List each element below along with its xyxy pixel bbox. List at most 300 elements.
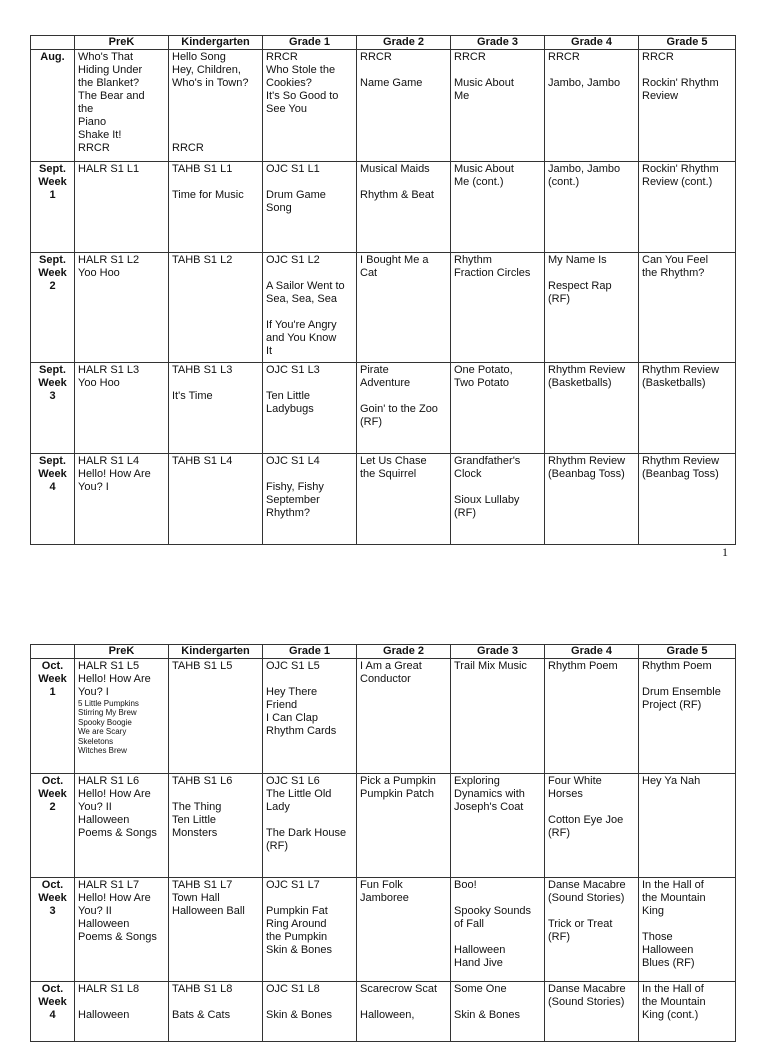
cell-line: RRCR: [266, 51, 298, 63]
cell-line: [266, 892, 353, 905]
cell-line: and You Know: [266, 332, 337, 344]
cell-line: Conductor: [360, 673, 411, 685]
header-corner: [31, 36, 75, 50]
cell-line: Halloween Ball: [172, 905, 245, 917]
cell-line: King: [642, 905, 665, 917]
column-header: Grade 1: [263, 645, 357, 659]
cell-line: OJC S1 L8: [266, 983, 320, 995]
cell-line: Lady: [266, 801, 290, 813]
cell-line: Hey, Children,: [172, 64, 241, 76]
cell-line: [172, 103, 259, 116]
column-header: Kindergarten: [169, 645, 263, 659]
cell-line: Week: [38, 377, 67, 389]
cell-line: (RF): [548, 827, 570, 839]
cell-line: Clock: [454, 468, 482, 480]
cell-line: Dynamics with: [454, 788, 525, 800]
table-row: [31, 982, 736, 1042]
header-row: [31, 645, 736, 659]
table-cell: [357, 363, 451, 454]
cell-line: Blues (RF): [642, 957, 695, 969]
cell-line: You? II: [78, 905, 112, 917]
cell-line: Halloween: [78, 814, 130, 826]
cell-line: Cotton Eye Joe: [548, 814, 624, 826]
cell-line: Some One: [454, 983, 507, 995]
table-cell: [545, 454, 639, 545]
column-header: Grade 2: [357, 36, 451, 50]
cell-line: Oct.: [41, 775, 64, 787]
schedule-table-aug-sept: [30, 35, 736, 545]
cell-line: If You're Angry: [266, 319, 337, 331]
cell-line: Rhythm Cards: [266, 725, 337, 737]
cell-line: Sioux Lullaby: [454, 494, 520, 506]
cell-line: Horses: [548, 788, 583, 800]
cell-line: Grandfather's: [454, 455, 521, 467]
cell-line: September: [266, 494, 320, 506]
cell-line: [642, 918, 732, 931]
cell-line: (RF): [360, 416, 382, 428]
table-cell: [75, 982, 169, 1042]
cell-line: of Fall: [454, 918, 484, 930]
cell-line: [266, 267, 353, 280]
cell-line: The Bear and: [78, 90, 145, 102]
row-header: [31, 878, 75, 982]
cell-line: [642, 64, 732, 77]
table-cell: [75, 162, 169, 253]
cell-line: Yoo Hoo: [78, 267, 120, 279]
cell-line: 4: [49, 481, 56, 493]
schedule-table-oct: [30, 644, 736, 1042]
cell-line: HALR S1 L3: [78, 364, 140, 376]
cell-line: Oct.: [41, 660, 64, 672]
table-cell: [451, 253, 545, 363]
cell-line: HALR S1 L1: [78, 163, 140, 175]
table-row: [31, 162, 736, 253]
column-header: Grade 2: [357, 645, 451, 659]
cell-line: [548, 64, 635, 77]
cell-line: (Basketballs): [642, 377, 706, 389]
table-cell: [75, 253, 169, 363]
cell-line: (RF): [454, 507, 476, 519]
table-cell: [357, 50, 451, 162]
table-cell: [357, 253, 451, 363]
cell-line: Skin & Bones: [454, 1009, 521, 1021]
cell-line: Song: [266, 202, 292, 214]
cell-line: Halloween,: [360, 1009, 415, 1021]
cell-line: The Thing: [172, 801, 222, 813]
cell-line: Who's in Town?: [172, 77, 249, 89]
cell-line: Oct.: [41, 983, 64, 995]
column-header: Grade 5: [639, 645, 736, 659]
column-header: Kindergarten: [169, 36, 263, 50]
cell-line: Musical Maids: [360, 163, 430, 175]
table-cell: [639, 878, 736, 982]
cell-line: HALR S1 L8: [78, 983, 140, 995]
cell-line: Pirate: [360, 364, 389, 376]
cell-line: It's So Good to: [266, 90, 339, 102]
table-cell: [169, 982, 263, 1042]
cell-line: Rhythm Poem: [642, 660, 712, 672]
cell-line: [266, 468, 353, 481]
cell-line: Four White: [548, 775, 602, 787]
cell-line: Trail Mix Music: [454, 660, 527, 672]
table-cell: [639, 982, 736, 1042]
cell-line: Sept.: [39, 254, 66, 266]
cell-line: Halloween: [642, 944, 694, 956]
table-cell: [545, 162, 639, 253]
cell-line: [642, 673, 732, 686]
cell-line: TAHB S1 L8: [172, 983, 233, 995]
cell-line: You? II: [78, 801, 112, 813]
cell-line: the Mountain: [642, 996, 706, 1008]
table-cell: [75, 774, 169, 878]
cell-line: [172, 116, 259, 129]
cell-line: Rhythm Review: [642, 364, 720, 376]
cell-line: Week: [38, 176, 67, 188]
cell-line: HALR S1 L4: [78, 455, 140, 467]
table-cell: [451, 982, 545, 1042]
cell-line: Rhythm & Beat: [360, 189, 434, 201]
cell-line: It: [266, 345, 273, 357]
column-header: PreK: [75, 36, 169, 50]
table-cell: [451, 50, 545, 162]
cell-line: Goin' to the Zoo: [360, 403, 438, 415]
cell-line: [548, 905, 635, 918]
cell-line: [548, 801, 635, 814]
cell-line: 5 Little Pumpkins: [78, 699, 139, 708]
cell-line: My Name Is: [548, 254, 607, 266]
column-header: Grade 1: [263, 36, 357, 50]
cell-line: Ladybugs: [266, 403, 314, 415]
cell-line: Time for Music: [172, 189, 244, 201]
cell-line: Joseph's Coat: [454, 801, 524, 813]
cell-line: 4: [49, 1009, 56, 1021]
cell-line: [360, 996, 447, 1009]
table-cell: [639, 659, 736, 774]
cell-line: RRCR: [78, 142, 110, 154]
cell-line: Who Stole the: [266, 64, 336, 76]
cell-line: Aug.: [40, 51, 65, 63]
cell-line: The Dark House: [266, 827, 347, 839]
table-cell: [263, 982, 357, 1042]
cell-line: See You: [266, 103, 307, 115]
cell-line: 1: [49, 189, 56, 201]
cell-line: [360, 390, 447, 403]
cell-line: Halloween: [454, 944, 506, 956]
cell-line: 3: [49, 905, 56, 917]
table-cell: [545, 253, 639, 363]
table-cell: [545, 982, 639, 1042]
cell-line: Piano: [78, 116, 107, 128]
cell-line: Hey There: [266, 686, 318, 698]
row-header: [31, 253, 75, 363]
cell-line: Week: [38, 788, 67, 800]
cell-line: Rhythm Review: [548, 364, 626, 376]
cell-line: TAHB S1 L1: [172, 163, 233, 175]
cell-line: Town Hall: [172, 892, 220, 904]
cell-line: RRCR: [454, 51, 486, 63]
cell-line: [172, 377, 259, 390]
table-cell: [169, 454, 263, 545]
cell-line: Adventure: [360, 377, 411, 389]
cell-line: [266, 673, 353, 686]
cell-line: (RF): [266, 840, 288, 852]
cell-line: OJC S1 L6: [266, 775, 320, 787]
table-row: [31, 878, 736, 982]
table-row: [31, 454, 736, 545]
cell-line: Skin & Bones: [266, 1009, 333, 1021]
cell-line: [266, 814, 353, 827]
cell-line: Sept.: [39, 364, 66, 376]
cell-line: Cat: [360, 267, 378, 279]
table-cell: [263, 162, 357, 253]
cell-line: [360, 64, 447, 77]
page-number: 1: [722, 545, 728, 559]
cell-line: [454, 481, 541, 494]
cell-line: Hello! How Are: [78, 788, 151, 800]
table-cell: [639, 454, 736, 545]
table-cell: [75, 50, 169, 162]
column-header: Grade 4: [545, 36, 639, 50]
table-cell: [263, 774, 357, 878]
cell-line: Hello! How Are: [78, 673, 151, 685]
table-cell: [357, 982, 451, 1042]
cell-line: Name Game: [360, 77, 423, 89]
cell-line: the Mountain: [642, 892, 706, 904]
cell-line: Oct.: [41, 879, 64, 891]
cell-line: RRCR: [548, 51, 580, 63]
cell-line: OJC S1 L4: [266, 455, 320, 467]
table-cell: [263, 659, 357, 774]
table-cell: [263, 878, 357, 982]
cell-line: [454, 931, 541, 944]
row-header: [31, 162, 75, 253]
row-header: [31, 363, 75, 454]
row-header: [31, 774, 75, 878]
table-cell: [639, 774, 736, 878]
cell-line: Two Potato: [454, 377, 510, 389]
cell-line: HALR S1 L7: [78, 879, 140, 891]
cell-line: Witches Brew: [78, 746, 127, 756]
table-cell: [169, 878, 263, 982]
cell-line: (RF): [548, 931, 570, 943]
cell-line: One Potato,: [454, 364, 513, 376]
cell-line: Sept.: [39, 163, 66, 175]
cell-line: TAHB S1 L6: [172, 775, 233, 787]
cell-line: Hiding Under: [78, 64, 143, 76]
table-cell: [263, 454, 357, 545]
column-header: Grade 3: [451, 36, 545, 50]
table-cell: [545, 50, 639, 162]
cell-line: Danse Macabre: [548, 879, 626, 891]
table-cell: [451, 363, 545, 454]
cell-line: [454, 996, 541, 1009]
table-cell: [451, 454, 545, 545]
cell-line: (Sound Stories): [548, 892, 625, 904]
table-cell: [75, 878, 169, 982]
table-cell: [263, 50, 357, 162]
cell-line: [172, 176, 259, 189]
cell-line: Skin & Bones: [266, 944, 333, 956]
cell-line: Jamboree: [360, 892, 409, 904]
cell-line: Scarecrow Scat: [360, 983, 438, 995]
cell-line: Rhythm: [454, 254, 492, 266]
cell-line: 3: [49, 390, 56, 402]
table-cell: [357, 162, 451, 253]
cell-line: Halloween: [78, 918, 130, 930]
table-cell: [75, 659, 169, 774]
cell-line: Boo!: [454, 879, 477, 891]
cell-line: TAHB S1 L7: [172, 879, 233, 891]
cell-line: Hello! How Are: [78, 892, 151, 904]
cell-line: Pick a Pumpkin: [360, 775, 436, 787]
cell-line: Hello! How Are: [78, 468, 151, 480]
cell-line: Hey Ya Nah: [642, 775, 701, 787]
column-header: Grade 4: [545, 645, 639, 659]
cell-line: Ten Little: [266, 390, 311, 402]
cell-line: Monsters: [172, 827, 218, 839]
cell-line: [454, 892, 541, 905]
table-cell: [451, 659, 545, 774]
column-header: PreK: [75, 645, 169, 659]
table-row: [31, 50, 736, 162]
cell-line: [454, 64, 541, 77]
cell-line: the Squirrel: [360, 468, 417, 480]
cell-line: Spooky Boogie: [78, 717, 132, 727]
cell-line: Can You Feel: [642, 254, 709, 266]
table-cell: [451, 162, 545, 253]
cell-line: Project (RF): [642, 699, 702, 711]
table-cell: [169, 253, 263, 363]
cell-line: Who's That: [78, 51, 134, 63]
cell-line: [172, 996, 259, 1009]
cell-line: Fishy, Fishy: [266, 481, 324, 493]
table-cell: [451, 878, 545, 982]
table-row: [31, 659, 736, 774]
column-header: Grade 3: [451, 645, 545, 659]
cell-line: You? I: [78, 481, 109, 493]
cell-line: [266, 377, 353, 390]
table-cell: [75, 454, 169, 545]
cell-line: Week: [38, 267, 67, 279]
cell-line: Jambo, Jambo: [548, 163, 621, 175]
column-header: Grade 5: [639, 36, 736, 50]
table-cell: [263, 363, 357, 454]
cell-line: HALR S1 L6: [78, 775, 140, 787]
cell-line: Week: [38, 996, 67, 1008]
cell-line: Ten Little: [172, 814, 217, 826]
cell-line: RRCR: [642, 51, 674, 63]
table-cell: [639, 253, 736, 363]
cell-line: (Beanbag Toss): [642, 468, 719, 480]
cell-line: (cont.): [548, 176, 580, 188]
table-cell: [357, 774, 451, 878]
cell-line: TAHB S1 L5: [172, 660, 233, 672]
cell-line: [172, 90, 259, 103]
table-cell: [169, 774, 263, 878]
table-cell: [639, 50, 736, 162]
cell-line: Week: [38, 673, 67, 685]
cell-line: Fraction Circles: [454, 267, 531, 279]
cell-line: OJC S1 L3: [266, 364, 320, 376]
cell-line: Yoo Hoo: [78, 377, 120, 389]
row-header: [31, 50, 75, 162]
header-corner: [31, 645, 75, 659]
cell-line: Respect Rap: [548, 280, 612, 292]
cell-line: Poems & Songs: [78, 827, 157, 839]
cell-line: Spooky Sounds: [454, 905, 532, 917]
cell-line: TAHB S1 L2: [172, 254, 233, 266]
cell-line: [266, 176, 353, 189]
cell-line: The Little Old: [266, 788, 332, 800]
table-cell: [169, 659, 263, 774]
cell-line: Jambo, Jambo: [548, 77, 621, 89]
cell-line: Rockin' Rhythm: [642, 77, 719, 89]
table-cell: [357, 454, 451, 545]
cell-line: Skeletons: [78, 736, 114, 746]
cell-line: [266, 996, 353, 1009]
cell-line: Friend: [266, 699, 298, 711]
cell-line: Hand Jive: [454, 957, 503, 969]
cell-line: Rockin' Rhythm: [642, 163, 719, 175]
cell-line: RRCR: [172, 142, 204, 154]
cell-line: the Rhythm?: [642, 267, 705, 279]
cell-line: OJC S1 L2: [266, 254, 320, 266]
cell-line: Exploring: [454, 775, 500, 787]
cell-line: 2: [49, 280, 56, 292]
cell-line: [266, 306, 353, 319]
cell-line: I Bought Me a: [360, 254, 429, 266]
cell-line: Pumpkin Patch: [360, 788, 434, 800]
cell-line: We are Scary: [78, 727, 127, 737]
cell-line: Music About: [454, 163, 514, 175]
cell-line: Fun Folk: [360, 879, 403, 891]
table-cell: [169, 162, 263, 253]
cell-line: 1: [49, 686, 56, 698]
cell-line: Trick or Treat: [548, 918, 613, 930]
cell-line: Drum Ensemble: [642, 686, 721, 698]
table-cell: [357, 659, 451, 774]
cell-line: Review (cont.): [642, 176, 713, 188]
table-cell: [357, 878, 451, 982]
cell-line: the Pumpkin: [266, 931, 328, 943]
table-cell: [545, 659, 639, 774]
cell-line: King (cont.): [642, 1009, 699, 1021]
cell-line: In the Hall of: [642, 983, 704, 995]
cell-line: OJC S1 L5: [266, 660, 320, 672]
cell-line: Cookies?: [266, 77, 312, 89]
cell-line: Week: [38, 468, 67, 480]
cell-line: Review: [642, 90, 679, 102]
table-cell: [263, 253, 357, 363]
cell-line: Rhythm?: [266, 507, 311, 519]
cell-line: Shake It!: [78, 129, 122, 141]
cell-line: (Beanbag Toss): [548, 468, 625, 480]
cell-line: Sea, Sea, Sea: [266, 293, 337, 305]
cell-line: Drum Game: [266, 189, 326, 201]
cell-line: Bats & Cats: [172, 1009, 231, 1021]
cell-line: the Blanket?: [78, 77, 140, 89]
cell-line: 2: [49, 801, 56, 813]
cell-line: It's Time: [172, 390, 213, 402]
cell-line: [548, 267, 635, 280]
table-cell: [545, 878, 639, 982]
cell-line: (Sound Stories): [548, 996, 625, 1008]
cell-line: You? I: [78, 686, 109, 698]
cell-line: the: [78, 103, 94, 115]
cell-line: Ring Around: [266, 918, 327, 930]
cell-line: OJC S1 L1: [266, 163, 320, 175]
cell-line: RRCR: [360, 51, 392, 63]
